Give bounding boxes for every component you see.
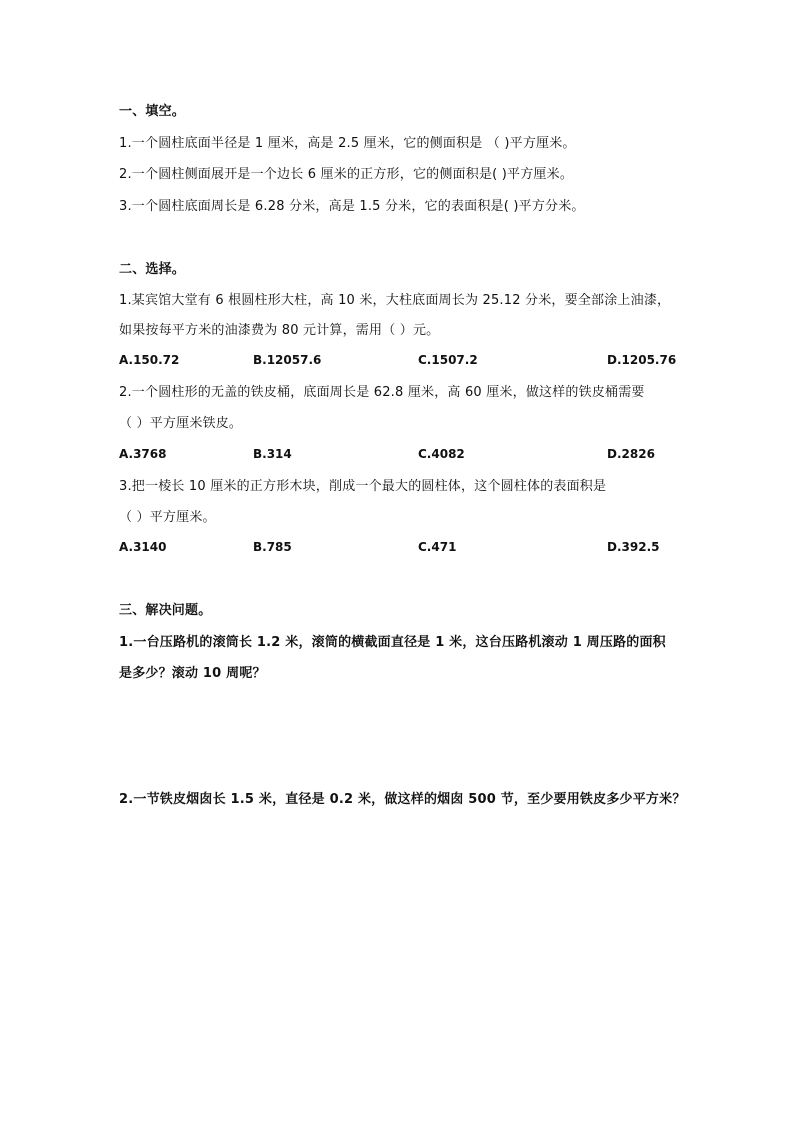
option-c: C.471 — [418, 540, 457, 554]
problem-1-line-2: 是多少？滚动 10 周呢？ — [119, 666, 266, 681]
option-c: C.1507.2 — [418, 353, 478, 367]
option-d: D.1205.76 — [607, 353, 677, 367]
choice-question-2-line-2: （ ）平方厘米铁皮。 — [119, 416, 243, 431]
option-a: A.150.72 — [119, 353, 180, 367]
option-b: B.314 — [253, 447, 292, 461]
fill-question-1: 1.一个圆柱底面半径是 1 厘米，高是 2.5 厘米，它的侧面积是 （ )平方厘米。 — [119, 136, 576, 151]
fill-question-3: 3.一个圆柱底面周长是 6.28 分米，高是 1.5 分米，它的表面积是( )平方分米。 — [119, 199, 585, 214]
option-d: D.392.5 — [607, 540, 660, 554]
choice-question-1-line-2: 如果按每平方米的油漆费为 80 元计算，需用（ ）元。 — [119, 323, 440, 338]
choice-question-1-options — [119, 353, 679, 371]
choice-question-3-line-2: （ ）平方厘米。 — [119, 510, 216, 525]
choice-question-2-line-1: 2.一个圆柱形的无盖的铁皮桶，底面周长是 62.8 厘米，高 60 厘米，做这样的铁皮桶需要 — [119, 385, 645, 400]
option-d: D.2826 — [607, 447, 655, 461]
choice-question-3-options — [119, 540, 679, 558]
problem-1-line-1: 1.一台压路机的滚筒长 1.2 米，滚筒的横截面直径是 1 米，这台压路机滚动 1 周压路的面积 — [119, 635, 666, 650]
section-2-heading: 二、选择。 — [119, 262, 186, 277]
choice-question-2-options — [119, 447, 679, 465]
problem-2: 2.一节铁皮烟囱长 1.5 米，直径是 0.2 米，做这样的烟囱 500 节，至少要用铁皮多少平方米？ — [119, 792, 686, 807]
option-a: A.3768 — [119, 447, 167, 461]
section-3-heading: 三、解决问题。 — [119, 603, 212, 618]
option-b: B.12057.6 — [253, 353, 322, 367]
section-1-heading: 一、填空。 — [119, 104, 186, 119]
choice-question-1-line-1: 1.某宾馆大堂有 6 根圆柱形大柱，高 10 米，大柱底面周长为 25.12 分米，要全部涂上油漆， — [119, 293, 671, 308]
option-c: C.4082 — [418, 447, 465, 461]
option-a: A.3140 — [119, 540, 167, 554]
option-b: B.785 — [253, 540, 292, 554]
fill-question-2: 2.一个圆柱侧面展开是一个边长 6 厘米的正方形，它的侧面积是( )平方厘米。 — [119, 167, 574, 182]
choice-question-3-line-1: 3.把一棱长 10 厘米的正方形木块，削成一个最大的圆柱体，这个圆柱体的表面积是 — [119, 479, 607, 494]
